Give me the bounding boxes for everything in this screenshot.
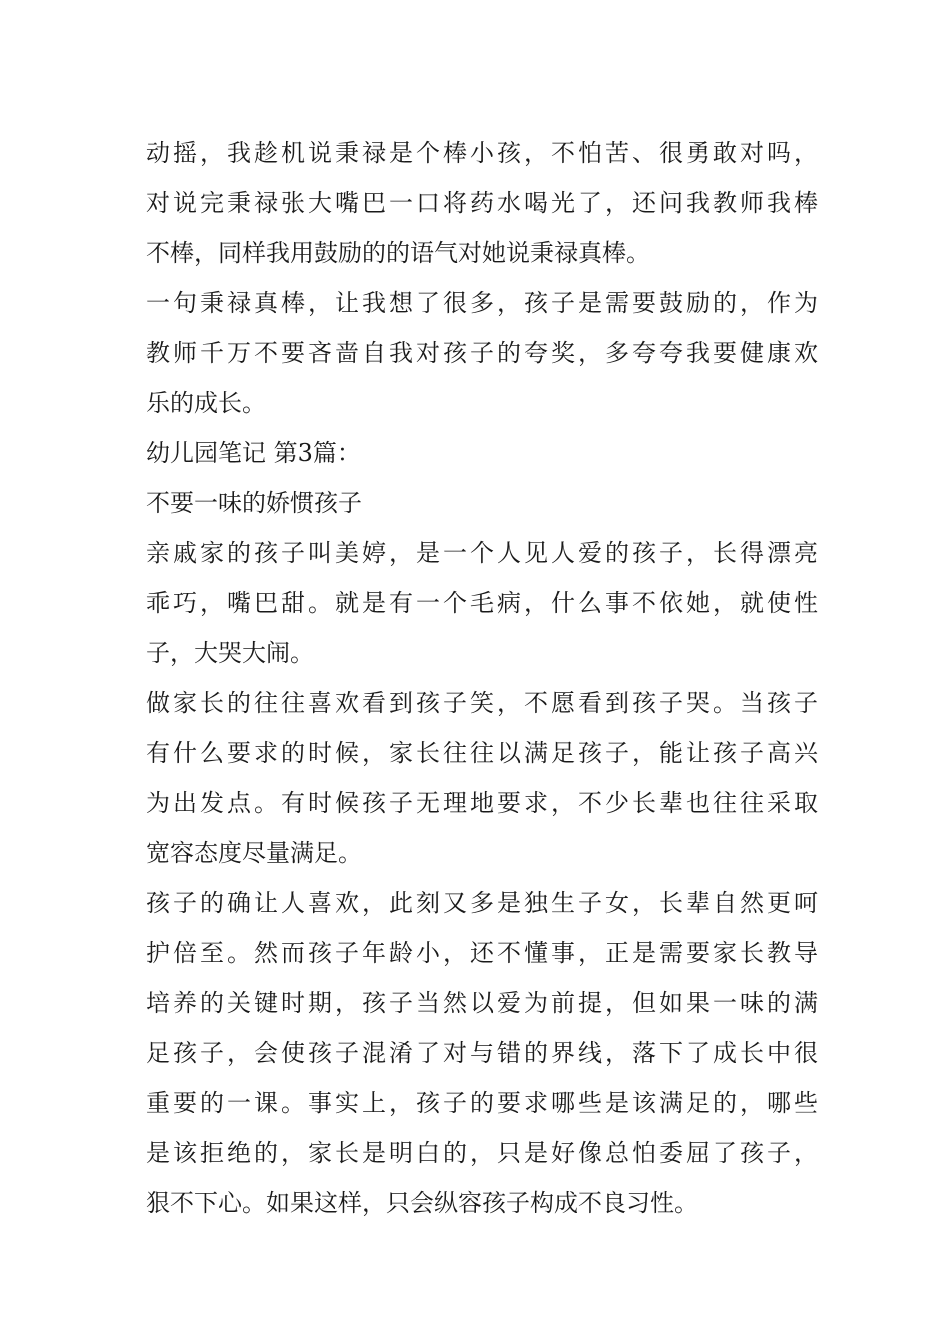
text-line: 孩子的确让人喜欢，此刻又多是独生子女，长辈自然更呵 bbox=[146, 889, 818, 917]
text-line: 宽容态度尽量满足。 bbox=[146, 839, 362, 867]
text-line: 乐的成长。 bbox=[146, 389, 266, 417]
text-line: 做家长的往往喜欢看到孩子笑，不愿看到孩子哭。当孩子 bbox=[146, 689, 818, 717]
text-line: 动摇，我趁机说秉禄是个棒小孩，不怕苦、很勇敢对吗， bbox=[146, 139, 818, 167]
text-line: 是该拒绝的，家长是明白的，只是好像总怕委屈了孩子， bbox=[146, 1139, 818, 1167]
text-line: 为出发点。有时候孩子无理地要求，不少长辈也往往采取 bbox=[146, 789, 818, 817]
text-line: 有什么要求的时候，家长往往以满足孩子，能让孩子高兴 bbox=[146, 739, 818, 767]
text-line: 护倍至。然而孩子年龄小，还不懂事，正是需要家长教导 bbox=[146, 939, 818, 967]
text-line: 子，大哭大闹。 bbox=[146, 639, 314, 667]
text-line: 对说完秉禄张大嘴巴一口将药水喝光了，还问我教师我棒 bbox=[146, 189, 818, 217]
text-line: 乖巧，嘴巴甜。就是有一个毛病，什么事不依她，就使性 bbox=[146, 589, 818, 617]
text-line: 教师千万不要吝啬自我对孩子的夸奖，多夸夸我要健康欢 bbox=[146, 339, 818, 367]
text-line: 狠不下心。如果这样，只会纵容孩子构成不良习性。 bbox=[146, 1189, 698, 1217]
text-line: 足孩子，会使孩子混淆了对与错的界线，落下了成长中很 bbox=[146, 1039, 818, 1067]
article-title: 不要一味的娇惯孩子 bbox=[146, 489, 362, 517]
text-line: 亲戚家的孩子叫美婷，是一个人见人爱的孩子，长得漂亮 bbox=[146, 539, 818, 567]
text-line: 不棒，同样我用鼓励的的语气对她说秉禄真棒。 bbox=[146, 239, 650, 267]
text-line: 一句秉禄真棒，让我想了很多，孩子是需要鼓励的，作为 bbox=[146, 289, 818, 317]
text-line: 培养的关键时期，孩子当然以爱为前提，但如果一味的满 bbox=[146, 989, 818, 1017]
text-line: 重要的一课。事实上，孩子的要求哪些是该满足的，哪些 bbox=[146, 1089, 818, 1117]
section-heading: 幼儿园笔记 第3篇： bbox=[146, 439, 361, 467]
document-body bbox=[146, 128, 818, 1228]
